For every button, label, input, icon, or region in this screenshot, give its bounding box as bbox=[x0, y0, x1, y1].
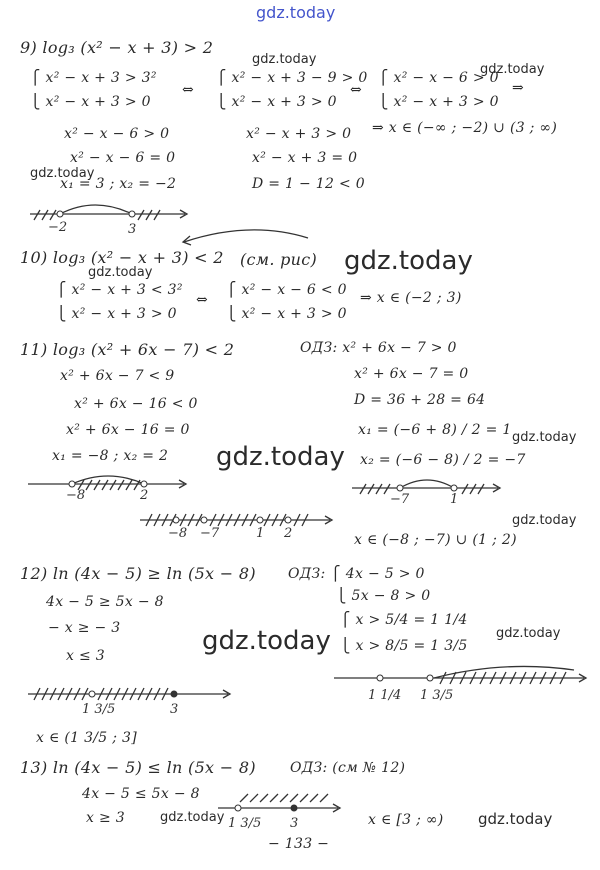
watermark: gdz.today bbox=[30, 166, 95, 181]
problem-12-domain: ОДЗ: ⎧ 4x − 5 > 0 bbox=[288, 566, 425, 582]
problem-10-system-line-2: ⎩ x² − x + 3 > 0 bbox=[56, 306, 177, 322]
equivalence-arrow: ⇔ bbox=[196, 292, 209, 308]
problem-11-domain-4: x₁ = (−6 + 8) / 2 = 1 bbox=[358, 422, 512, 438]
tick-label: 1 1/4 bbox=[368, 688, 402, 703]
problem-9-work-1: x² − x − 6 > 0 bbox=[64, 126, 170, 142]
watermark: gdz.today bbox=[512, 430, 577, 445]
problem-13-domain: ОДЗ: (см № 12) bbox=[290, 760, 406, 776]
problem-12-domain-2: ⎩ 5x − 8 > 0 bbox=[336, 588, 431, 604]
problem-12-heading: 12) ln (4x − 5) ≥ ln (5x − 8) bbox=[20, 564, 256, 583]
problem-13-work-2: x ≥ 3 bbox=[86, 810, 125, 826]
problem-12-work-1: 4x − 5 ≥ 5x − 8 bbox=[46, 594, 164, 610]
tick-label: 3 bbox=[128, 222, 137, 237]
tick-label: 2 bbox=[284, 526, 293, 541]
problem-9-system3-line-2: ⎩ x² − x + 3 > 0 bbox=[378, 94, 499, 110]
watermark: gdz.today bbox=[344, 246, 473, 276]
problem-9-system-line-2: ⎩ x² − x + 3 > 0 bbox=[30, 94, 151, 110]
problem-10-system2-line-1: ⎧ x² − x − 6 < 0 bbox=[226, 282, 347, 298]
problem-9-work-3: x² − x + 3 > 0 bbox=[246, 126, 352, 142]
problem-11-number-line-1 bbox=[28, 472, 198, 502]
problem-9-work-2: x² − x − 6 = 0 bbox=[70, 150, 176, 166]
tick-label: −8 bbox=[66, 488, 86, 503]
problem-12-number-line bbox=[28, 680, 238, 710]
problem-11-number-line-2 bbox=[352, 474, 512, 504]
problem-11-domain-2: x² + 6x − 7 = 0 bbox=[354, 366, 469, 382]
problem-13-heading: 13) ln (4x − 5) ≤ ln (5x − 8) bbox=[20, 758, 256, 777]
problem-9-answer: ⇒ x ∈ (−∞ ; −2) ∪ (3 ; ∞) bbox=[372, 120, 558, 136]
problem-11-work-3: x² + 6x − 16 = 0 bbox=[66, 422, 190, 438]
problem-11-roots: x₁ = −8 ; x₂ = 2 bbox=[52, 448, 169, 464]
page-number: − 133 − bbox=[268, 836, 330, 852]
watermark: gdz.today bbox=[512, 513, 577, 528]
tick-label: 2 bbox=[140, 488, 149, 503]
problem-11-work-2: x² + 6x − 16 < 0 bbox=[74, 396, 198, 412]
problem-9-system2-line-1: ⎧ x² − x + 3 − 9 > 0 bbox=[216, 70, 368, 86]
problem-12-work-2: − x ≥ − 3 bbox=[48, 620, 121, 636]
tick-label: 1 3/5 bbox=[420, 688, 454, 703]
problem-11-domain-5: x₂ = (−6 − 8) / 2 = −7 bbox=[360, 452, 526, 468]
watermark: gdz.today bbox=[496, 626, 561, 641]
equivalence-arrow: ⇔ bbox=[350, 82, 363, 98]
tick-label: 1 3/5 bbox=[228, 816, 262, 831]
watermark: gdz.today bbox=[252, 52, 317, 67]
watermark: gdz.today bbox=[216, 442, 345, 472]
implication-arrow: ⇒ bbox=[512, 80, 525, 96]
problem-9-heading: 9) log₃ (x² − x + 3) > 2 bbox=[20, 38, 214, 57]
problem-9-work-4: x² − x + 3 = 0 bbox=[252, 150, 358, 166]
problem-10-system2-line-2: ⎩ x² − x + 3 > 0 bbox=[226, 306, 347, 322]
tick-label: −2 bbox=[48, 220, 68, 235]
problem-11-domain: ОДЗ: x² + 6x − 7 > 0 bbox=[300, 340, 457, 356]
tick-label: 1 bbox=[256, 526, 265, 541]
tick-label: 1 3/5 bbox=[82, 702, 116, 717]
problem-11-heading: 11) log₃ (x² + 6x − 7) < 2 bbox=[20, 340, 235, 359]
problem-13-work-1: 4x − 5 ≤ 5x − 8 bbox=[82, 786, 200, 802]
equivalence-arrow: ⇔ bbox=[182, 82, 195, 98]
problem-10-answer: ⇒ x ∈ (−2 ; 3) bbox=[360, 290, 462, 306]
problem-10-heading: 10) log₃ (x² − x + 3) < 2 bbox=[20, 248, 224, 267]
tick-label: −7 bbox=[390, 492, 410, 507]
problem-13-answer: x ∈ [3 ; ∞) bbox=[368, 812, 444, 828]
tick-label: −8 bbox=[168, 526, 188, 541]
problem-12-answer: x ∈ (1 3/5 ; 3] bbox=[36, 730, 137, 746]
watermark: gdz.today bbox=[480, 62, 545, 77]
problem-11-answer: x ∈ (−8 ; −7) ∪ (1 ; 2) bbox=[354, 532, 517, 548]
problem-12-domain-4: ⎩ x > 8/5 = 1 3/5 bbox=[340, 638, 468, 654]
watermark-top: gdz.today bbox=[256, 3, 336, 22]
problem-9-roots: x₁ = 3 ; x₂ = −2 bbox=[60, 176, 177, 192]
problem-9-discriminant: D = 1 − 12 < 0 bbox=[252, 176, 365, 192]
tick-label: 1 bbox=[450, 492, 459, 507]
problem-11-work-1: x² + 6x − 7 < 9 bbox=[60, 368, 175, 384]
watermark: gdz.today bbox=[88, 265, 153, 280]
problem-9-system-line-1: ⎧ x² − x + 3 > 3² bbox=[30, 70, 157, 86]
watermark: gdz.today bbox=[202, 626, 331, 656]
tick-label: 3 bbox=[290, 816, 299, 831]
problem-9-system3-line-1: ⎧ x² − x − 6 > 0 bbox=[378, 70, 499, 86]
problem-10-see-figure: (см. рис) bbox=[240, 250, 318, 269]
problem-10-system-line-1: ⎧ x² − x + 3 < 3² bbox=[56, 282, 183, 298]
problem-11-domain-3: D = 36 + 28 = 64 bbox=[354, 392, 486, 408]
reference-arrow bbox=[180, 224, 310, 254]
problem-9-system2-line-2: ⎩ x² − x + 3 > 0 bbox=[216, 94, 337, 110]
watermark: gdz.today bbox=[160, 810, 225, 825]
tick-label: −7 bbox=[200, 526, 220, 541]
problem-12-work-3: x ≤ 3 bbox=[66, 648, 105, 664]
tick-label: 3 bbox=[170, 702, 179, 717]
watermark: gdz.today bbox=[478, 810, 553, 828]
problem-12-domain-3: ⎧ x > 5/4 = 1 1/4 bbox=[340, 612, 468, 628]
